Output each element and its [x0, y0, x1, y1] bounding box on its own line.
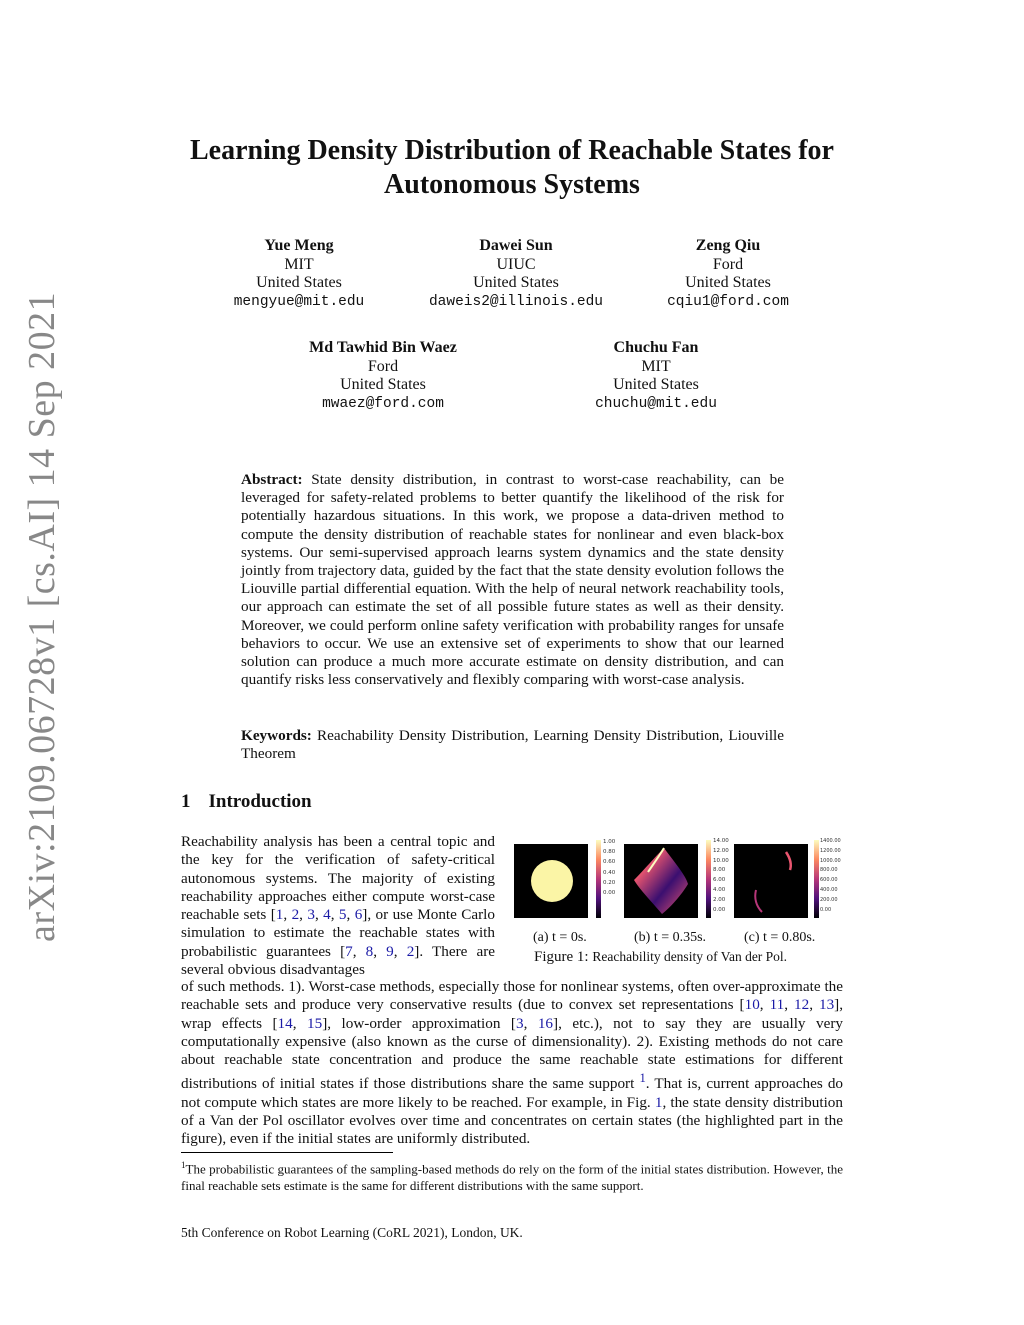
citation-link[interactable]: 5	[338, 906, 347, 924]
colorbar-tick: 0.20	[603, 879, 616, 886]
density-plot-b	[624, 844, 698, 918]
citation-link[interactable]: 10	[744, 996, 760, 1014]
colorbar-tick: 4.00	[713, 886, 726, 893]
author-block	[556, 339, 756, 413]
figure-link[interactable]: 1	[654, 1093, 663, 1111]
body-text: ], or use Monte Carlo simulation to estimate the reachable states with probabilistic guarantees [	[181, 906, 495, 960]
author-country: United States	[340, 376, 426, 393]
citation-link[interactable]: 3	[307, 906, 315, 924]
citation-link[interactable]: 2	[406, 942, 415, 960]
colorbar-tick: 1000.00	[820, 857, 841, 864]
section-number: 1	[181, 791, 191, 812]
colorbar-tick: 6.00	[713, 877, 726, 884]
figure-caption-text: Reachability density of Van der Pol.	[592, 949, 788, 964]
high-density-arc	[786, 852, 791, 870]
keywords-text: Reachability Density Distribution, Learning Density Distribution, Liouville Theorem	[241, 727, 784, 763]
author-name: Chuchu Fan	[613, 339, 699, 356]
colorbar-tick: 12.00	[713, 847, 729, 854]
citation-link[interactable]: 3	[515, 1014, 524, 1032]
diamond-density-region	[634, 848, 688, 914]
citation-link[interactable]: 15	[307, 1014, 323, 1032]
colorbar-ticks-a	[603, 837, 615, 898]
author-affiliation: UIUC	[496, 255, 536, 273]
footnote-marker: 1	[181, 1160, 186, 1170]
venue-note: 5th Conference on Robot Learning (CoRL 2021), London, UK.	[181, 1225, 523, 1240]
density-plot-c	[734, 844, 808, 918]
colorbar-tick: 0.40	[603, 869, 616, 876]
subfigure-caption-c: (c) t = 0.80s.	[744, 930, 816, 945]
colorbar-tick: 0.80	[603, 849, 616, 856]
author-email[interactable]: daweis2@illinois.edu	[428, 293, 604, 310]
colorbar-tick: 0.00	[713, 906, 726, 913]
section-heading	[181, 791, 312, 813]
subfigure-caption-b: (b) t = 0.35s.	[634, 930, 707, 945]
figure-caption-label: Figure 1:	[534, 949, 589, 965]
author-name: Yue Meng	[264, 237, 334, 254]
author-country: United States	[256, 274, 342, 291]
density-plot-a	[514, 844, 588, 918]
author-name: Md Tawhid Bin Waez	[309, 339, 457, 356]
author-block	[283, 339, 483, 413]
colorbar-tick: 0.00	[603, 890, 616, 897]
colorbar-tick: 14.00	[713, 838, 729, 844]
author-email[interactable]: chuchu@mit.edu	[595, 395, 717, 412]
citation-link[interactable]: 13	[818, 996, 835, 1014]
footnote	[181, 1157, 843, 1194]
citation-link[interactable]: 12	[794, 996, 810, 1014]
author-name: Zeng Qiu	[695, 237, 761, 254]
density-plot-panel-c	[734, 844, 808, 918]
colorbar-tick: 200.00	[820, 896, 838, 903]
abstract-text: State density distribution, in contrast to worst-case reachability, can be leveraged for safety-related problems to better quantify the likelihood of the risk for potentially hazardous situations. In this work, we propose a data-driven method to compute the density distribution of reachable states for nonlinear and even black-box systems. Our semi-supervised approach learns system dynamics and the state density jointly from trajectory data, guided by the fact that the state density evolution follows the Liouville partial differential equation. With the help of neural network reachability tools, our approach can estimate the set of all possible future states as well as their density. Moreover, we could perform online safety verification with probability ranges for unsafe behaviors to occur. We use an extensive set of experiments to show that our learned solution can produce a much more accurate estimate on density distribution, and can quantify risks less conservatively and flexibly comparing with worst-case analysis.	[241, 471, 784, 689]
colorbar-ticks-c	[820, 837, 841, 915]
keywords-label: Keywords:	[241, 727, 312, 744]
colorbar-b	[706, 840, 711, 918]
citation-link[interactable]: 6	[354, 906, 363, 924]
body-text: . That is, current approaches do not compute which states are more likely to be reached. For example, in Fig.	[181, 1075, 844, 1111]
body-text: ], low-order approximation [	[322, 1014, 516, 1032]
colorbar-tick: 2.00	[713, 896, 726, 903]
author-email[interactable]: mengyue@mit.edu	[233, 293, 365, 310]
author-country: United States	[685, 274, 771, 291]
citation-link[interactable]: 7	[345, 942, 353, 960]
author-country: United States	[613, 376, 699, 393]
colorbar-tick: 800.00	[820, 867, 838, 874]
colorbar-a	[596, 840, 601, 918]
body-text: , the state density distribution of a Van der Pol oscillator evolves over time and concentrates on certain states (the highlighted part in the figure), even if the initial states are uniformly distributed.	[181, 1093, 843, 1148]
density-plot-panel-b	[624, 844, 698, 918]
colorbar-tick: 10.00	[713, 857, 729, 864]
author-block	[628, 237, 828, 311]
author-affiliation: MIT	[641, 357, 671, 375]
abstract-label: Abstract:	[241, 471, 303, 488]
author-affiliation: Ford	[712, 255, 744, 273]
footnote-link[interactable]: 1	[639, 1071, 646, 1086]
body-text: ]. There are several obvious disadvantages	[181, 942, 496, 979]
abstract	[241, 471, 784, 689]
citation-link[interactable]: 4	[323, 906, 331, 924]
colorbar-tick: 400.00	[820, 886, 838, 893]
colorbar-ticks-b	[713, 837, 729, 915]
colorbar-tick: 0.00	[820, 906, 832, 913]
paper-title: Learning Density Distribution of Reachable States for Autonomous Systems	[190, 135, 834, 200]
high-density-arc	[755, 890, 762, 912]
figure-caption	[534, 949, 787, 966]
author-block	[199, 237, 399, 311]
author-country: United States	[473, 274, 559, 291]
colorbar-tick: 1200.00	[820, 847, 841, 854]
citation-link[interactable]: 11	[769, 996, 785, 1014]
citation-link[interactable]: 16	[537, 1014, 554, 1032]
author-affiliation: MIT	[284, 255, 314, 273]
colorbar-tick: 1.00	[603, 839, 616, 845]
colorbar-tick: 8.00	[713, 867, 726, 874]
body-text: of such methods. 1). Worst-case methods, especially those for nonlinear systems, often over-approximate the reachable sets and produce very conservative results (due to convex set representations [	[181, 978, 843, 1014]
colorbar-tick: 1400.00	[820, 838, 841, 844]
citation-link[interactable]: 8	[365, 942, 374, 960]
citation-link[interactable]: 1	[275, 906, 284, 924]
citation-link[interactable]: 14	[277, 1014, 293, 1032]
footnote-divider	[181, 1152, 393, 1153]
body-text: , etc.), not to say they are usually very computationally expensive (also known as the curse of dimensionality). 2). Existing methods do not care about reachable state concentration and produce the same reachable state estimations for different distributions of initial states if those distributions share the same support	[181, 1014, 843, 1093]
footnote-text: The probabilistic guarantees of the sampling-based methods do rely on the form of the initial states distribution. However, the final reachable sets estimate is the same for different distributions with the same support.	[181, 1161, 843, 1194]
author-block	[406, 237, 626, 311]
body-text: ], wrap effects [	[181, 996, 844, 1032]
author-affiliation: Ford	[367, 357, 399, 375]
citation-link[interactable]: 9	[386, 942, 394, 960]
density-plot-panel-a	[514, 844, 588, 918]
keywords	[241, 727, 784, 763]
uniform-density-disc	[531, 860, 573, 902]
subfigure-caption-a: (a) t = 0s.	[533, 930, 587, 945]
body-text: Reachability analysis has been a central topic and the key for the verification of safety-critical autonomous systems. The majority of existing reachability approaches either compute worst-case reachable sets [	[181, 833, 495, 924]
intro-paragraph-wrapped: Reachability analysis has been a central topic and the key for the verification of safety-critical autonomous systems. The majority of existing reachability approaches either compute worst-case reachable sets [1, 2, 3, 4, 5, 6], or use Monte Carlo simulation to estimate the reachable states with probabilistic guarantees [7, 8, 9, 2]. There are several obvious disadvantages	[181, 833, 496, 979]
arxiv-side-stamp: arXiv:2109.06728v1 [cs.AI] 14 Sep 2021	[21, 291, 63, 942]
colorbar-tick: 0.60	[603, 859, 616, 866]
author-email[interactable]: mwaez@ford.com	[322, 395, 444, 412]
author-name: Dawei Sun	[479, 237, 553, 254]
intro-paragraph-full: of such methods. 1). Worst-case methods, especially those for nonlinear systems, often over-approximate the reachable sets and produce very conservative results (due to convex set representations [10, 11, 12, 13], wrap effects [14, 15], low-order approximation [3, 16], etc.), not to say they are usually very computationally expensive (also known as the curse of dimensionality). 2). Existing methods do not care about reachable state concentration and produce the same reachable state estimations for different distributions of initial states if those distributions share the same support $^1$. That is, current approaches do not compute which states are more likely to be reached. For example, in Fig. 1, the state density distribution of a Van der Pol oscillator evolves over time and concentrates on certain states (the highlighted part in the figure), even if the initial states are uniformly distributed.	[181, 978, 844, 1148]
section-title: Introduction	[208, 791, 312, 812]
colorbar-c	[814, 840, 819, 918]
citation-link[interactable]: 2	[291, 906, 300, 924]
author-email[interactable]: cqiu1@ford.com	[667, 293, 789, 310]
colorbar-tick: 600.00	[820, 877, 838, 884]
